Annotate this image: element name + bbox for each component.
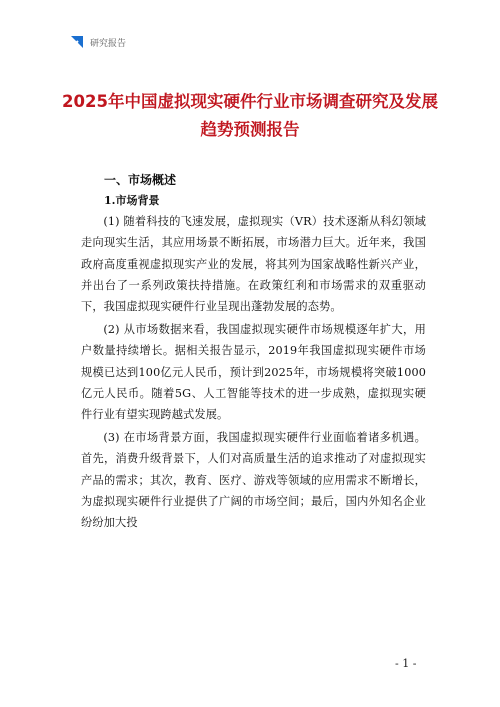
paragraph-3: (3) 在市场背景方面，我国虚拟现实硬件行业面临着诸多机遇。首先，消费升级背景下，人们对高质量生活的追求推动了对虚拟现实产品的需求；其次，教育、医疗、游戏等领域的应用需求不断增长，为虚拟现实硬件行业提供了广阔的市场空间；最后，国内外知名企业纷纷加大投 [81,430,426,530]
section-heading: 一、市场概述 [104,173,177,187]
paragraph-1: (1) 随着科技的飞速发展，虚拟现实（VR）技术逐渐从科幻领域走向现实生活，其应用场景不断拓展，市场潜力巨大。近年来，我国政府高度重视虚拟现实产业的发展，将其列为国家战略性新兴产业，并出台了一系列政策扶持措施。在政策红利和市场需求的双重驱动下，我国虚拟现实硬件行业呈现出蓬勃发展的态势。 [81,215,426,314]
report-logo-icon [70,35,84,49]
paragraph-2: (2) 从市场数据来看，我国虚拟现实硬件市场规模逐年扩大，用户数量持续增长。据相关报告显示，2019年我国虚拟现实硬件市场规模已达到100亿元人民币，预计到2025年，市场规模将突破1000亿元人民币。随着5G、人工智能等技术的进一步成熟，虚拟现实硬件行业有望实现跨越式发展。 [81,322,426,422]
document-title: 2025年中国虚拟现实硬件行业市场调查研究及发展趋势预测报告 [62,92,438,139]
page-number: - 1 - [395,657,417,670]
subsection-heading: 1.市场背景 [104,194,160,207]
body-text [81,211,426,535]
page-header [70,34,126,50]
header-label: 研究报告 [90,38,127,49]
